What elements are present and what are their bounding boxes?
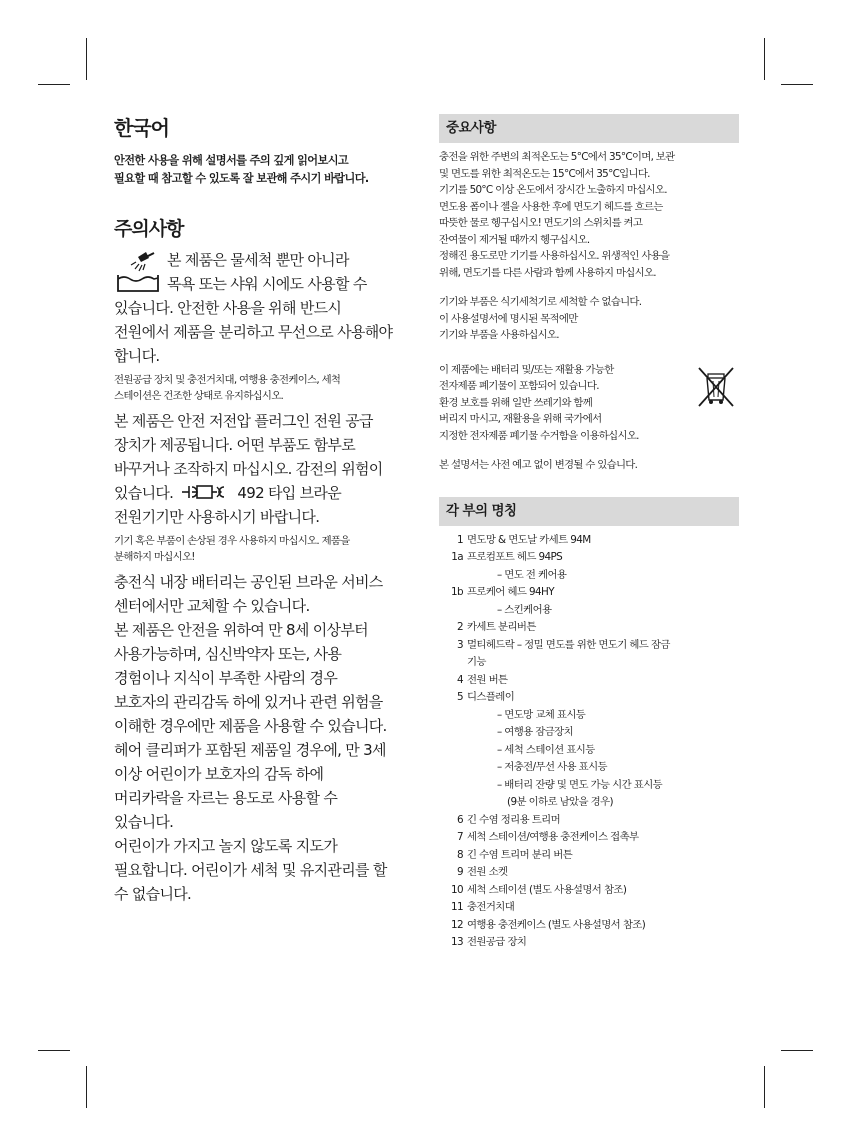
change-notice: 본 설명서는 사전 예고 없이 변경될 수 있습니다. bbox=[439, 459, 638, 471]
crop-mark bbox=[86, 1066, 87, 1108]
part-label: 프로컴포트 헤드 94PS bbox=[467, 551, 563, 563]
part-list-item bbox=[439, 759, 739, 777]
plug-type-symbol-icon bbox=[180, 484, 230, 500]
part-list-item bbox=[439, 829, 739, 847]
small-note-damage: 기기 혹은 부품이 손상된 경우 사용하지 마십시오. 제품을 분해하지 마십시오! bbox=[114, 535, 350, 563]
part-label: – 면도 전 케어용 bbox=[497, 568, 567, 581]
part-number: 9 bbox=[456, 866, 463, 878]
part-list-item bbox=[439, 847, 739, 865]
part-list-item bbox=[439, 794, 739, 812]
part-number bbox=[439, 567, 467, 585]
part-label: 멀티헤드락 – 정밀 면도를 위한 면도기 헤드 잠금 bbox=[467, 638, 670, 651]
part-label: 디스플레이 bbox=[467, 691, 515, 703]
part-list-item bbox=[439, 742, 739, 760]
part-label: – 면도망 교체 표시등 bbox=[497, 708, 586, 721]
crop-mark bbox=[764, 1066, 765, 1108]
power-supply-paragraph: 본 제품은 안전 저전압 플러그인 전원 공급 장치가 제공됩니다. 어떤 부품도 함부로 바꾸거나 조작하지 마십시오. 감전의 위험이 있습니다. 492 타입 브라운 전원기기만 사용하시기 바랍니다. bbox=[114, 412, 383, 526]
recycling-paragraph: 이 제품에는 배터리 및/또는 재활용 가능한 전자제품 폐기물이 포함되어 있습니다. 환경 보호를 위해 일반 쓰레기와 함께 버리지 마시고, 재활용을 위해 국가에서 지정한 전자제품 폐기물 수거함을 이용하십시오. bbox=[439, 362, 739, 445]
part-list-item bbox=[439, 777, 739, 795]
part-list-item bbox=[439, 724, 739, 742]
part-list-item bbox=[439, 637, 739, 655]
part-number: 2 bbox=[456, 621, 463, 633]
part-label: – 스킨케어용 bbox=[497, 603, 552, 616]
crop-mark bbox=[764, 38, 765, 80]
part-number: 3 bbox=[456, 638, 463, 651]
part-label: 세척 스테이션 (별도 사용설명서 참조) bbox=[467, 883, 627, 896]
part-number: 5 bbox=[456, 691, 463, 703]
safety-paragraph: 있습니다. 안전한 사용을 위해 반드시 전원에서 제품을 분리하고 무선으로 사용해야 합니다. bbox=[114, 299, 393, 365]
part-label: 여행용 충전케이스 (별도 사용설명서 참조) bbox=[467, 918, 646, 931]
part-label: – 저충전/무선 사용 표시등 bbox=[497, 761, 607, 773]
part-label: 세척 스테이션/여행용 충전케이스 접촉부 bbox=[467, 831, 639, 843]
crossed-out-bin-icon bbox=[695, 364, 737, 408]
part-list-item bbox=[439, 584, 739, 602]
part-number bbox=[439, 759, 467, 777]
part-list-item bbox=[439, 934, 739, 952]
crop-mark bbox=[781, 84, 813, 85]
part-label: 충전거치대 bbox=[467, 901, 515, 913]
part-label: 전원공급 장치 bbox=[467, 936, 527, 948]
part-number: 12 bbox=[450, 918, 463, 931]
part-list-item bbox=[439, 532, 739, 550]
right-column bbox=[439, 114, 739, 952]
language-title: 한국어 bbox=[114, 116, 169, 140]
part-number: 1b bbox=[450, 586, 463, 598]
part-list-item bbox=[439, 689, 739, 707]
crop-mark bbox=[38, 1050, 70, 1051]
left-column bbox=[114, 112, 414, 906]
part-label: 기능 bbox=[467, 656, 486, 668]
crop-mark bbox=[38, 84, 70, 85]
part-list-item bbox=[439, 864, 739, 882]
intro-text: 안전한 사용을 위해 설명서를 주의 깊게 읽어보시고 필요할 때 참고할 수 있도록 잘 보관해 주시기 바랍니다. bbox=[114, 154, 369, 185]
part-number bbox=[439, 794, 467, 812]
part-list-item bbox=[439, 899, 739, 917]
part-label: 카세트 분리버튼 bbox=[467, 621, 536, 633]
part-list-item bbox=[439, 882, 739, 900]
part-label: 긴 수염 정리용 트리머 bbox=[467, 813, 561, 826]
warnings-title: 주의사항 bbox=[114, 218, 184, 240]
battery-children-paragraph: 충전식 내장 배터리는 공인된 브라운 서비스 센터에서만 교체할 수 있습니다. 본 제품은 안전을 위하여 만 8세 이상부터 사용가능하며, 심신박약자 또는, 사용 경험이나 지식이 부족한 사람의 경우 보호자의 관리감독 하에 있거나 관련 위험을 이해한 경우에만 제품을 사용할 수 있습니다. 헤어 클리퍼가 포함된 제품일 경우에, 만 3세 이상 어린이가 보호자의 감독 하에 머리카락을 자르는 용도로 사용할 수 있습니다. 어린이가 가지고 놀지 않도록 지도가 필요합니다. 어린이가 세척 및 유지관리를 할 수 없습니다. bbox=[114, 573, 387, 903]
part-number bbox=[439, 777, 467, 795]
part-label: 전원 버튼 bbox=[467, 673, 508, 686]
part-label: – 배터리 잔량 및 면도 가능 시간 표시등 bbox=[497, 778, 663, 791]
part-list-item bbox=[439, 567, 739, 585]
part-list-item bbox=[439, 654, 739, 672]
part-list-item bbox=[439, 602, 739, 620]
part-number: 1 bbox=[456, 533, 463, 546]
part-label: 프로케어 헤드 94HY bbox=[467, 586, 555, 598]
shower-paragraph: 본 제품은 물세척 뿐만 아니라 목욕 또는 샤워 시에도 사용할 수 bbox=[114, 248, 414, 296]
part-number: 8 bbox=[456, 848, 463, 861]
part-label: 긴 수염 트리머 분리 버튼 bbox=[467, 848, 573, 861]
parts-heading: 각 부의 명칭 bbox=[439, 497, 739, 526]
part-list-item bbox=[439, 619, 739, 637]
part-list-item bbox=[439, 812, 739, 830]
parts-list bbox=[439, 532, 739, 952]
crop-mark bbox=[781, 1050, 813, 1051]
part-number bbox=[439, 707, 467, 725]
part-number: 6 bbox=[456, 813, 463, 826]
part-number bbox=[439, 602, 467, 620]
shower-water-icon bbox=[114, 249, 162, 295]
part-list-item bbox=[439, 917, 739, 935]
part-label: – 세척 스테이션 표시등 bbox=[497, 743, 595, 756]
small-note-dry: 전원공급 장치 및 충전거치대, 여행용 충전케이스, 세척 스테이션은 건조한 상태로 유지하십시오. bbox=[114, 374, 341, 402]
dishwasher-text: 기기와 부품은 식기세척기로 세척할 수 없습니다. 이 사용설명서에 명시된 목적에만 기기와 부품을 사용하십시오. bbox=[439, 296, 642, 341]
part-label: (9분 이하로 남았을 경우) bbox=[507, 796, 613, 808]
part-number bbox=[439, 654, 467, 672]
part-number: 4 bbox=[456, 673, 463, 686]
part-label: – 여행용 잠금장치 bbox=[497, 726, 574, 738]
part-number: 1a bbox=[451, 551, 463, 563]
part-number: 13 bbox=[450, 936, 463, 948]
important-heading: 중요사항 bbox=[439, 114, 739, 143]
crop-mark bbox=[86, 38, 87, 80]
part-number: 11 bbox=[450, 901, 463, 913]
part-list-item bbox=[439, 549, 739, 567]
part-label: 면도망 & 면도날 카세트 94M bbox=[467, 533, 591, 546]
part-number bbox=[439, 742, 467, 760]
part-list-item bbox=[439, 707, 739, 725]
part-number: 7 bbox=[456, 831, 463, 843]
important-text: 충전을 위한 주변의 최적온도는 5°C에서 35°C이며, 보관 및 면도를 위한 최적온도는 15°C에서 35°C입니다. 기기를 50°C 이상 온도에서 장시간 노출하지 마십시오. 면도용 폼이나 젤을 사용한 후에 면도기 헤드를 흐르는 따뜻한 물로 헹구십시오! 면도기의 스위치를 켜고 잔여물이 제거될 때까지 헹구십시오. 정해진 용도로만 기기를 사용하십시오. 위생적인 사용을 위해, 면도기를 다른 사람과 함께 사용하지 마십시오. bbox=[439, 151, 675, 279]
part-number bbox=[439, 724, 467, 742]
part-label: 전원 소켓 bbox=[467, 866, 508, 878]
part-number: 10 bbox=[450, 883, 463, 896]
part-list-item bbox=[439, 672, 739, 690]
